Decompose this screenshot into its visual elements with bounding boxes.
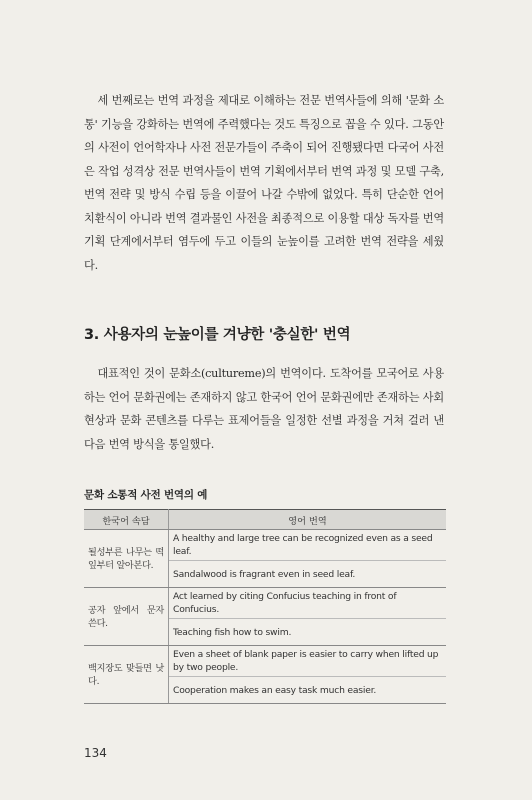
table-row bbox=[84, 530, 446, 561]
table-row bbox=[84, 646, 446, 677]
page-number: 134 bbox=[84, 746, 107, 760]
translation-cell: Teaching fish how to swim. bbox=[169, 619, 447, 646]
proverb-translation-table bbox=[84, 509, 446, 704]
translation-cell: Cooperation makes an easy task much easier. bbox=[169, 677, 447, 704]
table-header-row bbox=[84, 510, 446, 530]
proverb-cell: 될성부른 나무는 떡잎부터 알아본다. bbox=[84, 530, 169, 588]
table-row bbox=[84, 588, 446, 619]
translation-cell: Even a sheet of blank paper is easier to carry when lifted up by two people. bbox=[169, 646, 447, 677]
translation-cell: A healthy and large tree can be recognized even as a seed leaf. bbox=[169, 530, 447, 561]
header-english-translation: 영어 번역 bbox=[169, 510, 447, 530]
translation-cell: Act learned by citing Confucius teaching in front of Confucius. bbox=[169, 588, 447, 619]
proverb-cell: 백지장도 맞들면 낫다. bbox=[84, 646, 169, 704]
body-paragraph-1: 세 번째로는 번역 과정을 제대로 이해하는 전문 번역사들에 의해 '문화 소통' 기능을 강화하는 번역에 주력했다는 것도 특징으로 꼽을 수 있다. 그동안의 사전이 언어학자나 사전 전문가들이 주축이 되어 진행됐다면 다국어 사전은 작업 성격상 전문 번역사들이 번역 기획에서부터 번역 과정 및 모델 구축, 번역 전략 및 방식 수립 등을 이끌어 나갈 수밖에 없었다. 특히 단순한 언어 치환식이 아니라 번역 결과물인 사전을 최종적으로 이용할 대상 독자를 번역 기획 단계에서부터 염두에 두고 이들의 눈높이를 고려한 번역 전략을 세웠다. bbox=[84, 94, 444, 272]
table-caption: 문화 소통적 사전 번역의 예 bbox=[84, 489, 208, 501]
body-paragraph-2: 대표적인 것이 문화소(cultureme)의 번역이다. 도착어를 모국어로 사용하는 언어 문화권에는 존재하지 않고 한국어 언어 문화권에만 존재하는 사회 현상과 문화 콘텐츠를 다루는 표제어들을 일정한 선별 과정을 거쳐 걸러 낸 다음 번역 방식을 통일했다. bbox=[84, 367, 444, 451]
header-korean-proverb: 한국어 속담 bbox=[84, 510, 169, 530]
proverb-cell: 공자 앞에서 문자 쓴다. bbox=[84, 588, 169, 646]
section-heading: 3. 사용자의 눈높이를 겨냥한 '충실한' 번역 bbox=[84, 327, 351, 343]
translation-cell: Sandalwood is fragrant even in seed leaf. bbox=[169, 561, 447, 588]
